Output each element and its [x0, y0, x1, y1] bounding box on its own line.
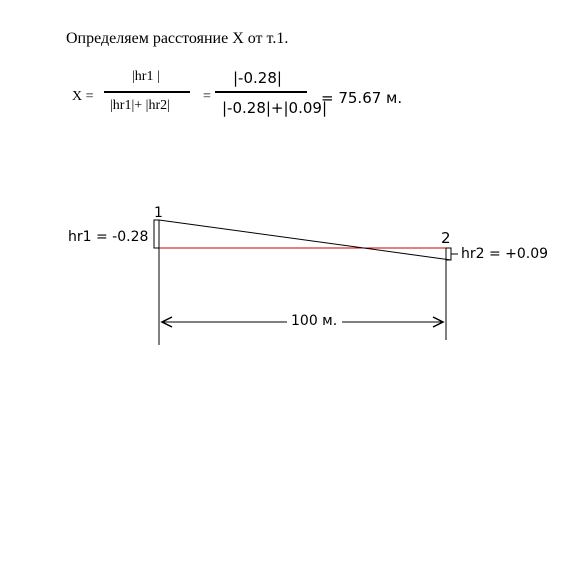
formula-numerator-numeric: |-0.28| [233, 69, 282, 87]
hr2-label: hr2 = +0.09 [461, 246, 549, 262]
point-2-label: 2 [441, 229, 451, 247]
point-1-label: 1 [154, 205, 163, 221]
hr1-label: hr1 = -0.28 [68, 229, 149, 245]
formula-numerator-symbolic: |hr1 | [132, 69, 160, 84]
distance-label: 100 м. [291, 313, 338, 329]
elevation-box-2 [446, 248, 451, 260]
formula-denominator-symbolic: |hr1|+ |hr2| [110, 98, 170, 113]
formula-x-label: X = [72, 89, 94, 104]
profile-line [159, 220, 451, 260]
formula-denominator-numeric: |-0.28|+|0.09| [222, 99, 327, 117]
formula-equals: = [203, 89, 211, 104]
formula-result: = 75.67 м. [321, 89, 403, 107]
elevation-box-1 [154, 220, 159, 248]
page-title: Определяем расстояние X от т.1. [66, 30, 289, 47]
